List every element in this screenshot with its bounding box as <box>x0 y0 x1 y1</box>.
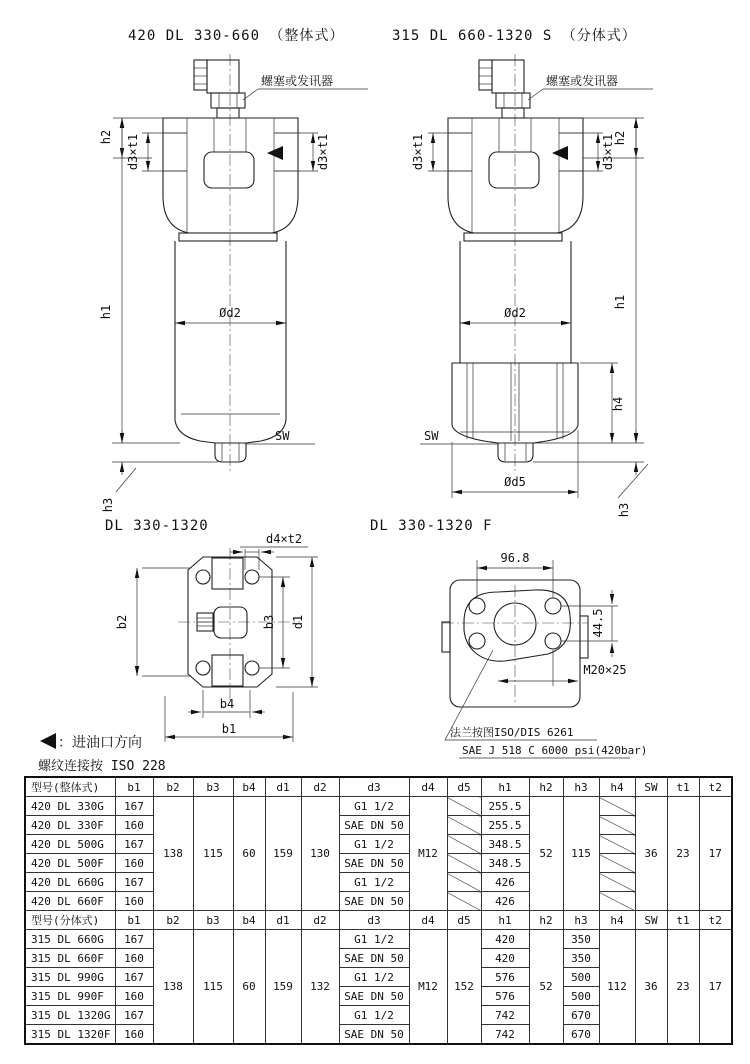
center-port <box>214 607 247 638</box>
spec-cell: 426 <box>481 873 529 892</box>
spec-header-cell: d5 <box>447 777 481 797</box>
spec-cell: 160 <box>115 816 153 835</box>
spec-cell: 60 <box>233 797 265 911</box>
spec-cell: 60 <box>233 930 265 1045</box>
spec-row <box>25 930 732 949</box>
flange-outline <box>464 590 570 661</box>
spec-header-cell: b3 <box>193 777 233 797</box>
spec-cell: 348.5 <box>481 854 529 873</box>
spec-cell: 17 <box>699 797 732 911</box>
spec-cell: 255.5 <box>481 797 529 816</box>
filter-bowl-right <box>452 233 578 462</box>
thread-connection-note: 螺纹连接按 ISO 228 <box>38 759 166 774</box>
spec-cell: 138 <box>153 930 193 1045</box>
spec-cell: 52 <box>529 797 563 911</box>
model-cell: 315 DL 990F <box>25 987 115 1006</box>
spec-cell: 576 <box>481 968 529 987</box>
spec-cell <box>599 873 635 892</box>
spec-cell: 576 <box>481 987 529 1006</box>
dim-label-b4: b4 <box>219 697 235 711</box>
spec-cell: G1 1/2 <box>339 873 409 892</box>
spec-header-cell: b1 <box>115 777 153 797</box>
dim-label-od2-right: Ød2 <box>504 306 526 320</box>
dim-label-h3-left: h3 <box>101 497 115 513</box>
spec-cell: 160 <box>115 987 153 1006</box>
bottom-right-title: DL 330-1320 F <box>370 518 493 534</box>
model-cell: 315 DL 990G <box>25 968 115 987</box>
spec-header-cell: d1 <box>265 777 301 797</box>
spec-header-cell: h4 <box>599 777 635 797</box>
dim-label-sw-right: SW <box>424 429 439 443</box>
spec-header-cell: h4 <box>599 911 635 930</box>
spec-cell: 160 <box>115 949 153 968</box>
model-cell: 420 DL 330G <box>25 797 115 816</box>
spec-header-cell: h3 <box>563 911 599 930</box>
spec-cell: G1 1/2 <box>339 835 409 854</box>
model-cell: 420 DL 500G <box>25 835 115 854</box>
spec-header-cell: h2 <box>529 777 563 797</box>
spec-header-cell: 型号(分体式) <box>25 911 115 930</box>
spec-cell: 152 <box>447 930 481 1045</box>
sensor-plug-left <box>194 60 245 118</box>
spec-header-cell: h2 <box>529 911 563 930</box>
spec-header-cell: h1 <box>481 777 529 797</box>
dim-label-h1-left: h1 <box>99 304 113 320</box>
dim-label-968: 96.8 <box>500 551 530 565</box>
spec-header-cell: h1 <box>481 911 529 930</box>
spec-cell: 167 <box>115 968 153 987</box>
spec-cell: 167 <box>115 835 153 854</box>
spec-cell: 36 <box>635 930 667 1045</box>
spec-header-cell: d1 <box>265 911 301 930</box>
spec-cell: 742 <box>481 1006 529 1025</box>
flange-note-2: SAE J 518 C 6000 psi(420bar) <box>462 744 648 757</box>
inlet-arrow-icon <box>267 146 283 160</box>
spec-cell <box>599 816 635 835</box>
spec-cell: 132 <box>301 930 339 1045</box>
spec-cell <box>599 797 635 816</box>
spec-cell: SAE DN 50 <box>339 1025 409 1045</box>
model-cell: 315 DL 660G <box>25 930 115 949</box>
spec-cell: 159 <box>265 930 301 1045</box>
dim-label-d3t1-left-b: d3×t1 <box>316 133 330 171</box>
spec-cell: 17 <box>699 930 732 1045</box>
spec-cell: 500 <box>563 987 599 1006</box>
filter-head-right <box>448 118 583 233</box>
dim-label-h3-right: h3 <box>617 502 631 518</box>
spec-cell: G1 1/2 <box>339 968 409 987</box>
spec-header-cell: d3 <box>339 911 409 930</box>
spec-cell: 350 <box>563 930 599 949</box>
spec-header-row <box>25 911 732 930</box>
filter-head-left <box>163 118 298 233</box>
legend-notes <box>38 733 166 774</box>
spec-cell: 348.5 <box>481 835 529 854</box>
spec-cell: SAE DN 50 <box>339 816 409 835</box>
left-drawing-title: 420 DL 330-660 （整体式） <box>128 28 345 44</box>
filter-bowl-left <box>175 233 286 462</box>
sensor-label-left: 螺塞或发讯器 <box>261 74 334 88</box>
dim-label-445: 44.5 <box>591 608 605 638</box>
spec-cell: 160 <box>115 892 153 911</box>
spec-cell: 167 <box>115 930 153 949</box>
spec-header-cell: d4 <box>409 777 447 797</box>
model-cell: 315 DL 1320G <box>25 1006 115 1025</box>
dim-label-d3t1-right-a: d3×t1 <box>411 133 425 171</box>
inlet-direction-note: ：进油口方向 <box>58 735 142 751</box>
spec-cell <box>447 816 481 835</box>
spec-cell: 167 <box>115 873 153 892</box>
bottom-left-title: DL 330-1320 <box>105 518 209 534</box>
model-cell: 420 DL 660F <box>25 892 115 911</box>
dim-label-sw-left: SW <box>275 429 290 443</box>
spec-cell: 420 <box>481 930 529 949</box>
sensor-label-right: 螺塞或发讯器 <box>546 74 619 88</box>
spec-cell <box>447 835 481 854</box>
spec-header-cell: d2 <box>301 911 339 930</box>
spec-cell: SAE DN 50 <box>339 892 409 911</box>
spec-cell: M12 <box>409 930 447 1045</box>
spec-cell: 167 <box>115 797 153 816</box>
spec-row <box>25 854 732 873</box>
spec-header-cell: SW <box>635 911 667 930</box>
spec-cell: 350 <box>563 949 599 968</box>
spec-cell: SAE DN 50 <box>339 854 409 873</box>
spec-header-cell: SW <box>635 777 667 797</box>
spec-cell: G1 1/2 <box>339 797 409 816</box>
spec-cell: G1 1/2 <box>339 930 409 949</box>
dim-label-d3t1-right-b: d3×t1 <box>601 133 615 171</box>
dim-label-d4t2: d4×t2 <box>266 532 303 546</box>
spec-cell: 159 <box>265 797 301 911</box>
spec-cell: G1 1/2 <box>339 1006 409 1025</box>
spec-row <box>25 797 732 816</box>
bottom-view-drawing <box>105 518 318 742</box>
spec-header-cell: b3 <box>193 911 233 930</box>
dim-label-d1: d1 <box>291 614 305 630</box>
spec-cell: 130 <box>301 797 339 911</box>
spec-header-cell: b1 <box>115 911 153 930</box>
spec-header-cell: 型号(整体式) <box>25 777 115 797</box>
spec-cell: 420 <box>481 949 529 968</box>
spec-cell: 670 <box>563 1025 599 1045</box>
spec-header-cell: d5 <box>447 911 481 930</box>
spec-cell <box>447 892 481 911</box>
spec-cell <box>447 873 481 892</box>
dim-label-m20: M20×25 <box>583 663 627 677</box>
spec-cell: 23 <box>667 797 699 911</box>
spec-header-cell: t2 <box>699 911 732 930</box>
dim-label-od2-left: Ød2 <box>219 306 241 320</box>
dim-label-h4: h4 <box>611 396 625 412</box>
spec-row <box>25 816 732 835</box>
model-cell: 315 DL 660F <box>25 949 115 968</box>
dim-label-h1-right: h1 <box>613 294 627 310</box>
spec-header-row <box>25 777 732 797</box>
spec-header-cell: b4 <box>233 777 265 797</box>
spec-header-cell: t1 <box>667 777 699 797</box>
inlet-direction-icon <box>40 733 56 749</box>
spec-header-cell: b2 <box>153 911 193 930</box>
spec-cell: 23 <box>667 930 699 1045</box>
spec-row <box>25 873 732 892</box>
dim-label-od5: Ød5 <box>504 475 526 489</box>
spec-row <box>25 892 732 911</box>
spec-cell: 426 <box>481 892 529 911</box>
dim-label-d3t1-left-a: d3×t1 <box>126 133 140 171</box>
spec-header-cell: d3 <box>339 777 409 797</box>
spec-header-cell: t2 <box>699 777 732 797</box>
model-cell: 420 DL 330F <box>25 816 115 835</box>
sensor-plug-right <box>479 60 530 118</box>
dim-label-b2: b2 <box>115 614 129 630</box>
spec-cell: 112 <box>599 930 635 1045</box>
spec-header-cell: h3 <box>563 777 599 797</box>
spec-cell: 115 <box>563 797 599 911</box>
dim-label-b1: b1 <box>221 722 237 736</box>
spec-header-cell: b2 <box>153 777 193 797</box>
spec-cell: 742 <box>481 1025 529 1045</box>
inlet-arrow-icon <box>552 146 568 160</box>
spec-header-cell: t1 <box>667 911 699 930</box>
spec-cell: 255.5 <box>481 816 529 835</box>
right-filter-drawing <box>411 54 653 517</box>
spec-cell: 160 <box>115 854 153 873</box>
flange-view-drawing <box>370 518 647 758</box>
dim-label-h2-left: h2 <box>99 129 113 145</box>
spec-cell: 115 <box>193 930 233 1045</box>
spec-cell: M12 <box>409 797 447 911</box>
model-cell: 420 DL 500F <box>25 854 115 873</box>
spec-cell <box>447 797 481 816</box>
spec-cell: 36 <box>635 797 667 911</box>
spec-cell <box>447 854 481 873</box>
dim-label-h2-right: h2 <box>613 130 627 146</box>
spec-header-cell: d2 <box>301 777 339 797</box>
spec-cell <box>599 854 635 873</box>
spec-cell: 115 <box>193 797 233 911</box>
right-filter-dimensions <box>411 118 648 517</box>
spec-cell <box>599 835 635 854</box>
spec-header-cell: d4 <box>409 911 447 930</box>
model-cell: 315 DL 1320F <box>25 1025 115 1045</box>
flange-note-1: 法兰按图ISO/DIS 6261 <box>450 726 574 739</box>
spec-table <box>24 776 733 1045</box>
right-drawing-title: 315 DL 660-1320 S （分体式） <box>392 28 637 44</box>
spec-cell: 52 <box>529 930 563 1045</box>
spec-cell: SAE DN 50 <box>339 949 409 968</box>
spec-cell: 160 <box>115 1025 153 1045</box>
spec-cell: 167 <box>115 1006 153 1025</box>
spec-cell: 138 <box>153 797 193 911</box>
spec-cell: SAE DN 50 <box>339 987 409 1006</box>
spec-row <box>25 835 732 854</box>
spec-cell: 500 <box>563 968 599 987</box>
left-filter-drawing <box>99 54 368 512</box>
spec-cell: 670 <box>563 1006 599 1025</box>
dim-label-b3: b3 <box>262 614 276 630</box>
spec-header-cell: b4 <box>233 911 265 930</box>
spec-table-body <box>25 777 732 1044</box>
model-cell: 420 DL 660G <box>25 873 115 892</box>
spec-cell <box>599 892 635 911</box>
